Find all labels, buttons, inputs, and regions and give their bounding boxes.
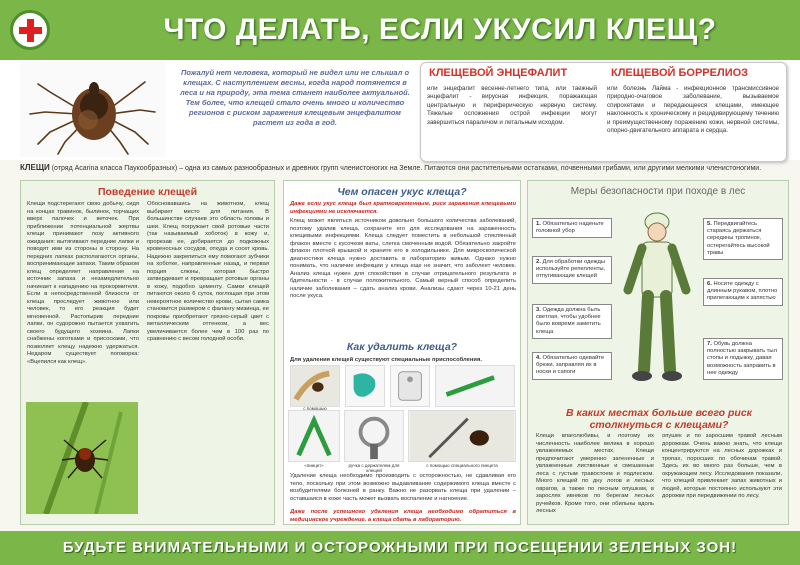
tick-illustration [20,62,165,157]
places-text-col1: Клещи влаголюбивы, и поэтому их численность наиболее велика в хорошо увлажняемых местах. Клещи предпочитают умеренно затененные и увлажненные лиственные и смешанные леса с густым травостоем и подлеском. Много клещей по дну логов и лесных оврагов, а также по лесным опушкам, в зарослях ивняков по берегам лесных ручейков. Кроме того, они обильны вдоль лесных [536,433,654,514]
medical-cross-icon [10,10,50,50]
header-bar [0,0,800,60]
intro-text: Пожалуй нет человека, который не видел или не слышал о клещах. С наступлением весны, когда народ потянется в леса и на природу, эта тема станет наиболее актуальной. Тем более, что клещей стало очень много и количество регионов с риском заражения клещевым энцефалитом растет из года в год. [180,68,410,127]
taxon-text: (отряд Acarina класса Паукообразных) – одна из самых разнообразных и древних групп членистоногих на Земле. Питаются они растительными остатками, почвенными грибами, или другими мелкими членистоногими. [51,165,762,172]
borreliosis-title: КЛЕЩЕВОЙ БОРРЕЛИОЗ [611,67,749,79]
borreliosis-text: или болезнь Лайма - инфекционное трансмиссивное природно-очаговое заболевание, вызываемое спирохетами и передающееся клещами, имеющее наклонность к хроническому и рецидивирующему течению и преимущественному поражению кожи, нервной системы, опорно-двигательного аппарата и сердца. [607,85,779,135]
safety-title: Меры безопасности при походе в лес [570,186,746,197]
removal-text: Удаление клеща необходимо производить с осторожностью, не сдавливая его тело, поскольку при этом возможно выдавливание содержимого клеща вместе с возбудителями болезней в ранку. Важно не разорвать клеща при удалении – оставшаяся в коже часть может вызвать воспаление и нагноение. [290,473,516,502]
hook-tool-photo [435,365,515,407]
encephalitis-title: КЛЕЩЕВОЙ ЭНЦЕФАЛИТ [429,67,568,79]
page-title: ЧТО ДЕЛАТЬ, ЕСЛИ УКУСИЛ КЛЕЩ? [163,13,717,46]
tick-on-grass-photo [26,402,138,514]
safety-step-2: 2. Для обработки одежды используйте репелленты, отпугивающие клещей [532,256,612,284]
removal-title: Как удалить клеща? [346,341,458,353]
hiker-figure [612,210,702,385]
removal-lead: Для удаления клещей существуют специальные приспособления. [290,357,482,363]
caption-tweezers: с помощью специального пинцета [426,463,498,468]
caption-holder: ручка с держателем для клещей [348,463,400,473]
places-title: В каких местах больше всего риск столкнуться с клещами? [566,407,752,431]
danger-title: Чем опасен укус клеща? [337,186,467,198]
danger-panel [283,180,521,525]
removal-note: Даже после успешного удаления клеща необходимо обратиться в медицинское учреждение, а клеща сдать в лабораторию. [290,509,516,523]
safety-step-3: 3. Одежда должна быть светлая, чтобы удобнее было вовремя заметить клеща [532,304,612,339]
safety-step-4: 4. Обязательно одевайте брюки, заправляя их в носки и сапоги [532,352,612,380]
places-text-col2: опушек и по заросшим травой лесным дорожкам. Очень важно знать, что клещи концентрируются на лесных дорожках и тропах, поросших по обочинам травой. Здесь их во много раз больше, чем в окружающем лесу. Исследования показали, что клещей привлекает запах животных и людей, которые постоянно используют эти дорожки при передвижении по лесу. [662,433,782,499]
caption-pliers: «пинцет» [304,463,324,468]
safety-step-5: 5. Передвигайтесь стараясь держаться середины тропинок, остерегайтесь высокой травы [703,218,783,260]
safety-step-7: 7. Обувь должна полностью закрывать тыл стопы и лодыжку, давая возможность заправить в нее одежду [703,338,783,380]
loop-tool-photo [290,365,340,407]
behavior-text-col2: Обосновавшись на животном, клещ выбирает место для питания. В большинстве случаев это область головы и шеи. Клещ погружает свой ротовые части (так называемый хоботок) в кожу и, прорезав ее, добирается до подкожных кровеносных сосудов, откуда и сосет кровь. Надежно закрепиться ему помогают зубчики на хоботке, направленные назад, и первая порция слюны, которая быстро затвердевает и превращает ротовые органы в кожу, подобно цементу. Самки клещей питаются около 6 суток, поглощая при этом невероятное количество крови, сытая самка становится размером с фалангу мизинца, ее покровы приобретают грязно-серый цвет с металлическим оттенком, а вес увеличивается более чем в 100 раз по сравнению с весом голодной особи. [147,201,269,342]
card-tool-photo [390,365,430,407]
tweezers-tool-photo [408,410,516,462]
encephalitis-text: или энцефалит весенне-летнего типа, или таежный энцефалит - вирусная инфекция, поражающая центральную и периферическую нервную систему. Тяжелые осложнения острой инфекции могут завершиться параличом и летальным исходом. [427,85,597,126]
safety-step-1: 1. Обязательно наденьте головной убор [532,218,612,238]
behavior-text-col1: Клещи подстерегают свою добычу, сидя на концах травинок, былинок, торчащих вверх палочек и веточек. При приближении потенциальной жертвы клещи принимают позу активного ожидания: вытягивают передние лапки и поводят ими из стороны в сторону. На передних лапках располагаются органы, воспринимающие запахи. Таким образом клещ определяет направление на источник запаха и незамедлительно начинает к нападению на прокормителя. Если в непосредственной близости от клеща проследует животное или человек, то его реакция будет мгновенной. Растопырив передние лапки, он судорожно пытается ухватить своего будущего хозяина. Лапки снабжены коготками и присосками, что позволяет клещу надежно удержаться. Недаром существует поговорка: «Вцепился как клещ». [27,201,139,365]
caption-loop: с помощью [303,406,327,411]
taxon-label: КЛЕЩИ [20,163,50,172]
holder-tool-photo [344,410,404,462]
footer-slogan: БУДЬТЕ ВНИМАТЕЛЬНЫМИ И ОСТОРОЖНЫМИ ПРИ ПОСЕЩЕНИИ ЗЕЛЕНЫХ ЗОН! [62,539,738,556]
safety-step-6: 6. Носите одежду с длинным рукавом, плотно прилегающим к запястью [703,278,783,306]
handle-tool-photo [345,365,385,407]
footer-bar [0,531,800,565]
diseases-box [420,62,787,162]
taxon-line [20,163,790,175]
danger-text: Клещ может являться источником довольно большого количества заболеваний, поэтому удалив клеща, сохраните его для исследования на зараженность клещевыми инфекциями. Клеща следует поместить в небольшой стеклянный флакон вместе с кусочком ваты, слегка смоченным водой. Обязательно закройте флакон плотной крышкой и храните его в холодильнике. Для микроскопической диагностики клеща нужно доставить в лабораторию живым. Однако нужно понимать, что наличие инфекции у клеща еще не значит, что заболеет человек. Анализ клеща нужен для спокойствия в случае отрицательного результата и бдительности - в случае положительного. Самый верный способ определить наличие заболевания – сдать анализ крови. Анализы сдают через 10-21 день после укуса. [290,218,516,299]
danger-lead: Даже если укус клеща был кратковременным, риск заражения клещевыми инфекциями не исключается. [290,201,516,215]
pliers-tool-photo [288,410,340,462]
behavior-title: Поведение клещей [97,186,198,198]
